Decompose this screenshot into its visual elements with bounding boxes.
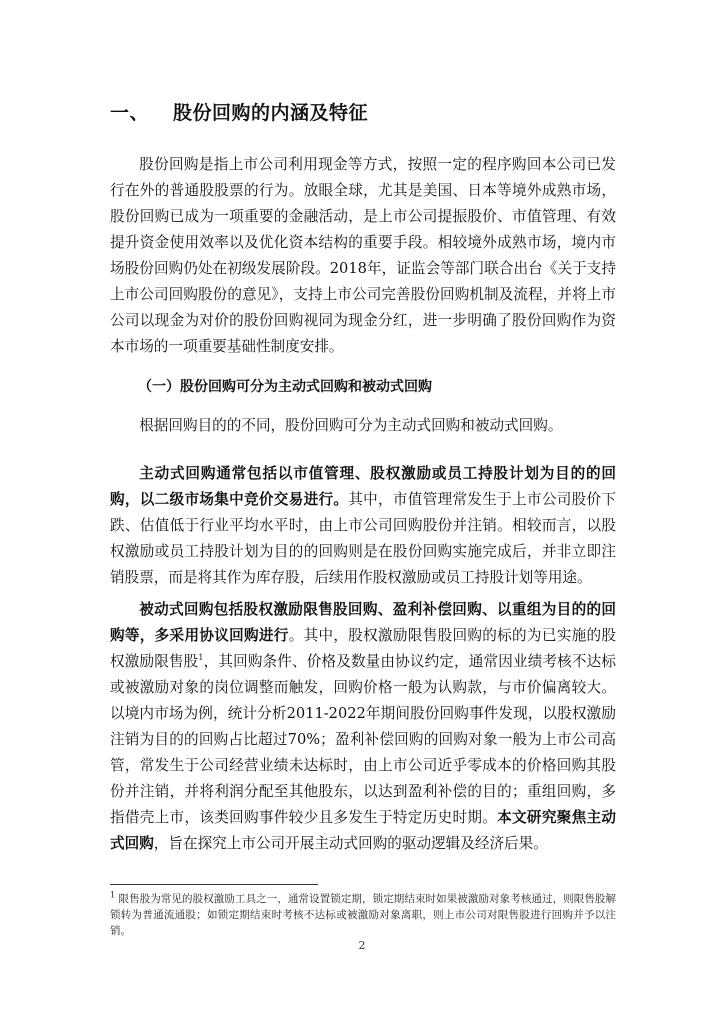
passive-lead: 被动式回购包括股权激励限售股回购、盈利补偿回购、以重组为目的的回购等，多采用协议回购进行 xyxy=(110,601,616,644)
types-block xyxy=(110,413,616,439)
section-heading xyxy=(110,98,368,125)
active-lead: 主动式回购通常包括以市值管理、股权激励或员工持股计划为目的的回购，以二级市场集中竞价交易进行。 xyxy=(110,465,616,508)
passive-paragraph xyxy=(110,597,616,857)
footnote-divider xyxy=(110,884,318,885)
passive-focus: 本文研究聚焦主动式回购 xyxy=(110,809,616,852)
active-block xyxy=(110,461,616,591)
intro-paragraph: 股份回购是指上市公司利用现金等方式，按照一定的程序购回本公司已发行在外的普通股股票的行为。放眼全球，尤其是美国、日本等境外成熟市场，股份回购已成为一项重要的金融活动，是上市公司提振股价、市值管理、有效提升资金使用效率以及优化资本结构的重要手段。相较境外成熟市场，境内市场股份回购仍处在初级发展阶段。2018年，证监会等部门联合出台《关于支持上市公司回购股份的意见》，支持上市公司完善股份回购机制及流程，并将上市公司以现金为对价的股份回购视同为现金分红，进一步明确了股份回购作为资本市场的一项重要基础性制度安排。 xyxy=(110,156,616,355)
passive-text-3: ，旨在探究上市公司开展主动式回购的驱动逻辑及经济后果。 xyxy=(153,835,548,852)
types-paragraph: 根据回购目的的不同，股份回购可分为主动式回购和被动式回购。 xyxy=(139,417,563,434)
page-number: 2 xyxy=(358,939,366,952)
footnote xyxy=(110,891,616,939)
section-number: 一、 xyxy=(110,102,150,124)
footnote-text: 限售股为常见的股权激励工具之一，通常设置锁定期，锁定期结束时如果被激励对象考核通过，则限售股解锁转为普通流通股；如锁定期结束时考核不达标或被激励对象离职，则上市公司对限售股进行回购并予以注销。 xyxy=(110,893,617,937)
footnote-ref[interactable]: 1 xyxy=(198,653,204,663)
section-title: 股份回购的内涵及特征 xyxy=(173,102,369,124)
active-paragraph xyxy=(110,461,616,591)
subsection-heading: （一）股份回购可分为主动式回购和被动式回购 xyxy=(138,379,432,395)
passive-text-2: ，其回购条件、价格及数量由协议约定，通常因业绩考核不达标或被激励对象的岗位调整而触发，回购价格一般为认购款，与市价偏离较大。以境内市场为例，统计分析2011-2022年期间股份回购事件发现，以股权激励注销为目的的回购占比超过70%；盈利补偿回购的回购对象一般为上市公司高管，常发生于公司经营业绩未达标时，由上市公司近乎零成本的价格回购其股份并注销，并将利润分配至其他股东，以达到盈利补偿的目的；重组回购，多指借壳上市，该类回购事件较少且多发生于特定历史时期。 xyxy=(110,653,616,826)
footnote-mark: 1 xyxy=(110,890,116,900)
passive-text-1: 。其中，股权激励限售股回购的标的为已实施的股权激励限售股 xyxy=(110,627,616,670)
active-text: 其中，市值管理常发生于上市公司股价下跌、估值低于行业平均水平时，由上市公司回购股份并注销。相较而言，以股权激励或员工持股计划为目的的回购则是在股份回购实施完成后，并非立即注销股票，而是将其作为库存股，后续用作股权激励或员工持股计划等用途。 xyxy=(110,491,616,586)
passive-block xyxy=(110,597,616,857)
intro-block xyxy=(110,152,616,360)
